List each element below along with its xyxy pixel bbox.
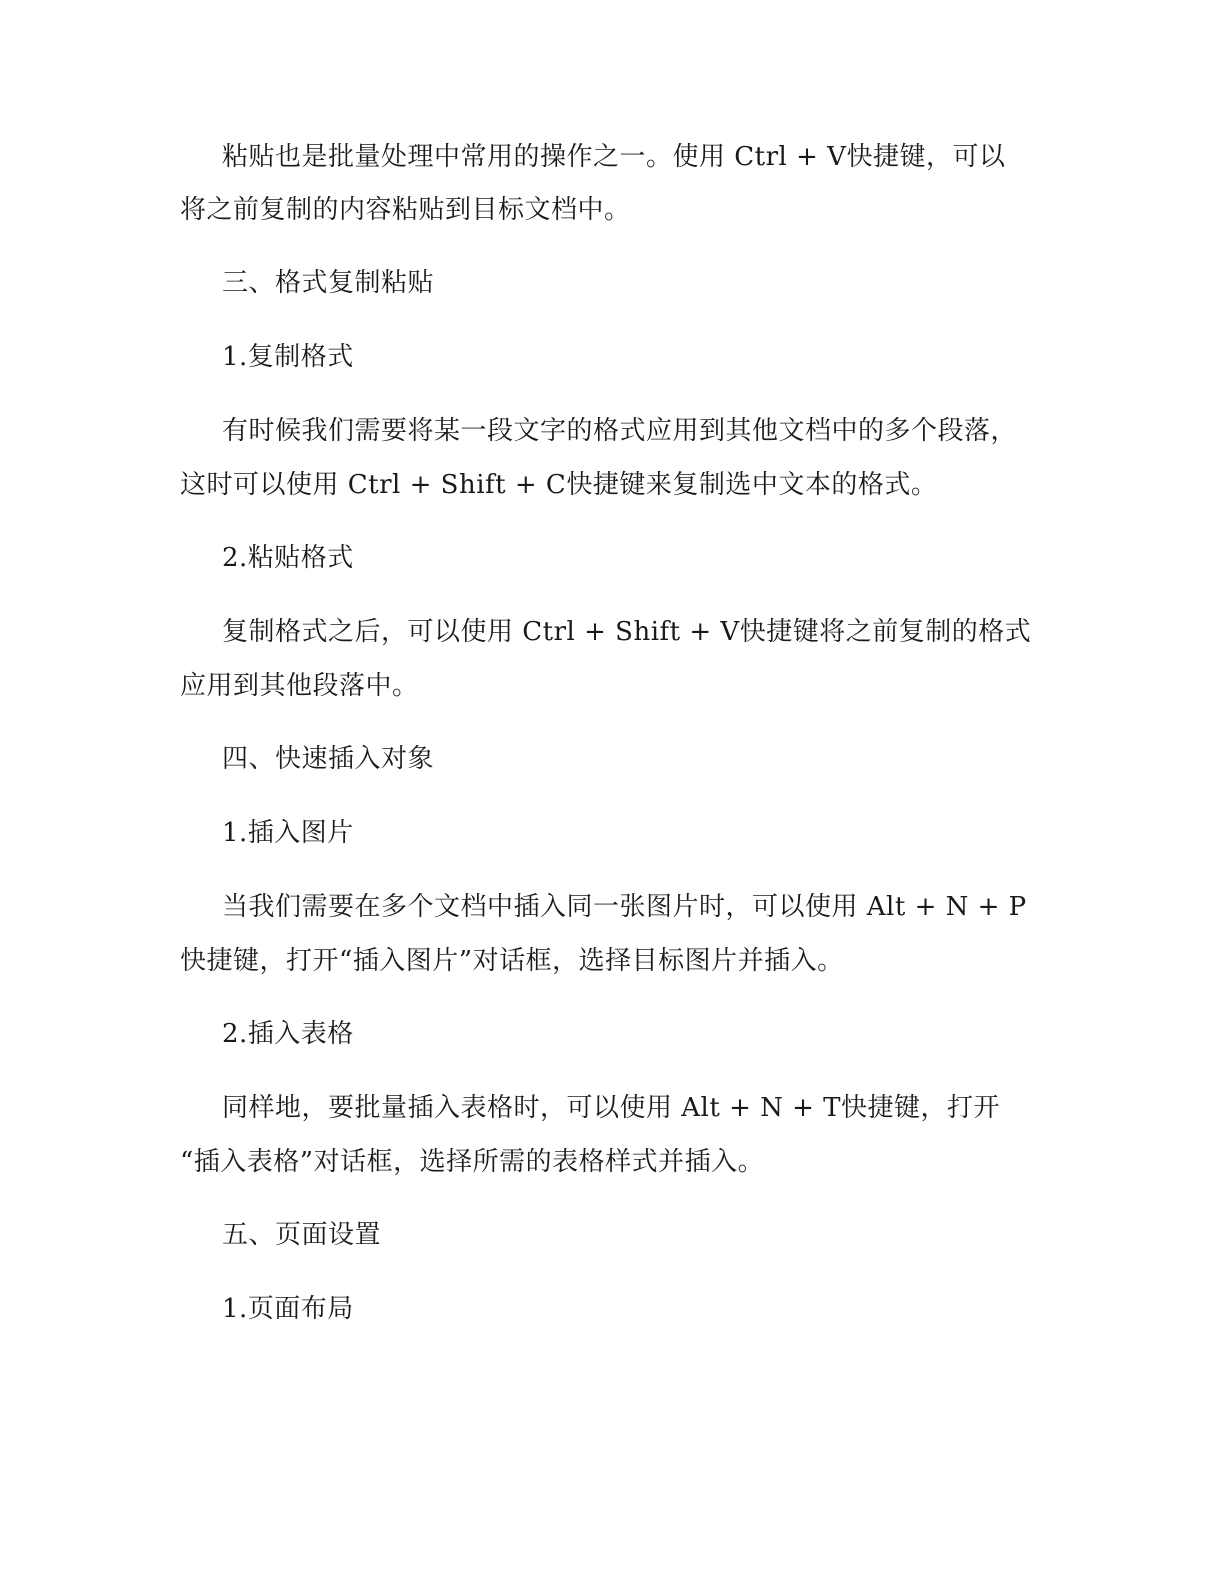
subheading-paste-format: 2.粘贴格式 [222,543,354,573]
paragraph-paste-line-2: 将之前复制的内容粘贴到目标文档中。 [180,195,631,225]
paragraph-insert-picture-line-2: 快捷键，打开“插入图片”对话框，选择目标图片并插入。 [180,946,844,976]
paragraph-copy-format-line-2: 这时可以使用 Ctrl + Shift + C快捷键来复制选中文本的格式。 [180,470,938,500]
paragraph-insert-table-line-1: 同样地，要批量插入表格时，可以使用 Alt + N + T快捷键，打开 [222,1093,1001,1123]
subheading-page-layout: 1.页面布局 [222,1294,354,1324]
paragraph-paste-format-line-2: 应用到其他段落中。 [180,671,419,701]
paragraph-paste-line-1: 粘贴也是批量处理中常用的操作之一。使用 Ctrl + V快捷键，可以 [222,142,1006,172]
paragraph-insert-table-line-2: “插入表格”对话框，选择所需的表格样式并插入。 [180,1147,765,1177]
subheading-copy-format: 1.复制格式 [222,342,354,372]
subheading-insert-picture: 1.插入图片 [222,818,354,848]
paragraph-copy-format-line-1: 有时候我们需要将某一段文字的格式应用到其他文档中的多个段落， [222,416,1018,446]
section-heading-page-setup: 五、页面设置 [222,1220,382,1250]
paragraph-insert-picture-line-1: 当我们需要在多个文档中插入同一张图片时，可以使用 Alt + N + P [222,892,1027,922]
subheading-insert-table: 2.插入表格 [222,1019,354,1049]
section-heading-format-copy-paste: 三、格式复制粘贴 [222,268,435,298]
paragraph-paste-format-line-1: 复制格式之后，可以使用 Ctrl + Shift + V快捷键将之前复制的格式 [222,617,1032,647]
section-heading-quick-insert: 四、快速插入对象 [222,744,435,774]
